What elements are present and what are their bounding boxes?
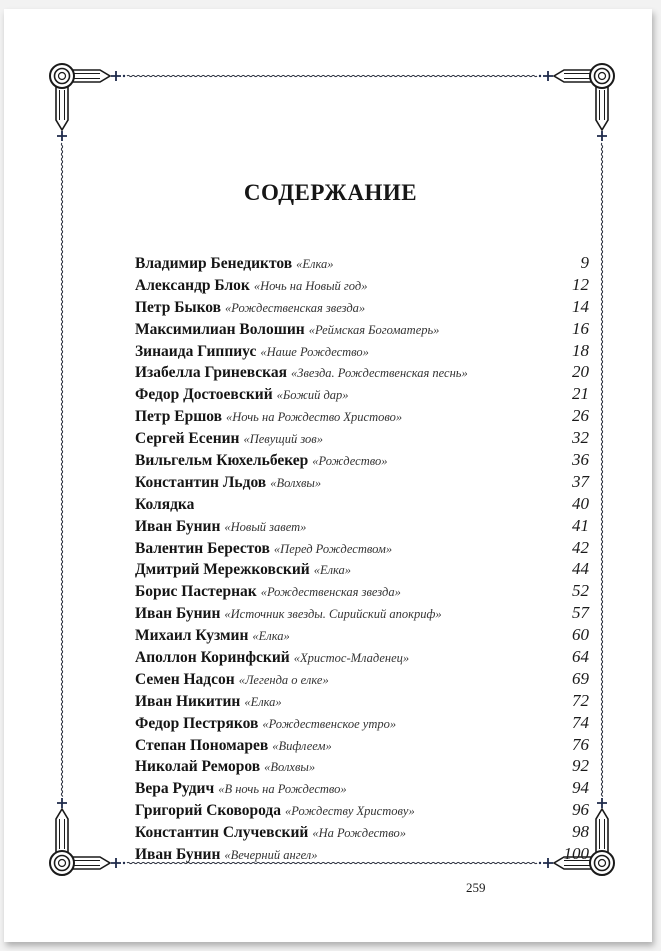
toc-entry: [135, 537, 589, 559]
toc-entry-title: [135, 318, 439, 342]
toc-work-title: «На Рождество»: [312, 826, 406, 841]
toc-entry-title: [135, 515, 306, 539]
toc-author: Иван Бунин: [135, 517, 221, 535]
toc-author: Александр Блок: [135, 276, 250, 294]
toc-entry-title: [135, 668, 329, 692]
toc-entry-title: [135, 493, 194, 516]
toc-work-title: «Рождественское утро»: [262, 716, 397, 731]
toc-page-number: 76: [572, 734, 589, 754]
page-title: СОДЕРЖАНИЕ: [243, 180, 418, 205]
toc-entry-title: [135, 405, 402, 429]
toc-entry-title: [135, 712, 396, 736]
toc-page-number: 37: [572, 471, 589, 491]
toc-author: Петр Ершов: [135, 408, 223, 426]
toc-entry: [135, 668, 589, 690]
toc-entry: [135, 558, 589, 580]
toc-work-title: «Певущий зов»: [243, 432, 323, 447]
toc-entry: [135, 821, 589, 843]
toc-page-number: 52: [572, 581, 589, 601]
toc-work-title: «Волхвы»: [270, 475, 322, 490]
toc-entry: [135, 799, 589, 821]
toc-entry: [135, 274, 589, 296]
corner-ornament-top-left: [50, 64, 125, 141]
toc-entry: [135, 734, 589, 756]
toc-entry: [135, 493, 589, 515]
toc-author: Петр Быков: [135, 298, 222, 316]
toc-page-number: 69: [572, 668, 589, 688]
toc-page-number: 44: [572, 559, 589, 579]
toc-entry-title: [135, 537, 392, 561]
toc-entry-title: [135, 755, 315, 779]
toc-page-number: 72: [572, 690, 589, 710]
toc-page-number: 16: [572, 318, 589, 338]
toc-author: Вера Рудич: [135, 780, 215, 798]
toc-entry: [135, 646, 589, 668]
toc-entry: [135, 361, 589, 383]
toc-work-title: «Ночь на Рождество Христово»: [226, 410, 403, 425]
toc-page-number: 64: [572, 647, 589, 667]
toc-page-number: 41: [572, 515, 589, 535]
toc-work-title: «Ночь на Новый год»: [253, 278, 368, 293]
toc-author: Константин Льдов: [135, 473, 267, 491]
toc-entry: [135, 690, 589, 712]
toc-author: Федор Пестряков: [135, 714, 259, 732]
toc-entry: [135, 471, 589, 493]
toc-work-title: «Елка»: [296, 257, 334, 271]
toc-work-title: «Рождеству Христову»: [285, 804, 415, 819]
toc-author: Федор Достоевский: [135, 386, 273, 404]
toc-entry: [135, 777, 589, 799]
toc-page-number: 18: [572, 340, 589, 360]
toc-entry: [135, 383, 589, 405]
toc-entry: [135, 318, 589, 340]
toc-author: Иван Никитин: [135, 692, 241, 710]
toc-author: Аполлон Коринфский: [135, 649, 290, 667]
toc-author: Колядка: [135, 495, 195, 513]
toc-entry-title: [135, 558, 351, 582]
toc-entry-title: [135, 471, 321, 495]
toc-author: Григорий Сковорода: [135, 802, 282, 820]
toc-work-title: «Звезда. Рождественская песнь»: [291, 366, 468, 381]
border-right: [601, 143, 602, 796]
page-number: 259: [466, 880, 486, 895]
toc-author: Валентин Берестов: [135, 539, 270, 557]
toc-page-number: 14: [572, 296, 589, 316]
toc-work-title: «Божий дар»: [276, 388, 349, 403]
toc-author: Степан Пономарев: [135, 736, 269, 754]
toc-page-number: 9: [580, 253, 589, 272]
toc-entry-title: [135, 361, 468, 385]
toc-page-number: 32: [572, 428, 589, 448]
toc-page-number: 60: [572, 625, 589, 645]
toc-entry: [135, 580, 589, 602]
toc-work-title: «Источник звезды. Сирийский апокриф»: [224, 607, 442, 622]
toc-work-title: «Рождественская звезда»: [225, 300, 366, 315]
toc-author: Борис Пастернак: [135, 583, 257, 601]
corner-ornament-bottom-left: [50, 798, 125, 875]
toc-entry-title: [135, 821, 406, 845]
toc-entry-title: [135, 690, 282, 714]
toc-entry: [135, 405, 589, 427]
toc-entry-title: [135, 340, 369, 364]
toc-page-number: 92: [572, 756, 589, 776]
toc-work-title: «Вифлеем»: [272, 738, 332, 753]
toc-author: Владимир Бенедиктов: [135, 255, 293, 272]
toc-work-title: «Реймская Богоматерь»: [308, 322, 440, 337]
toc-work-title: «Рождество»: [312, 454, 388, 469]
toc-author: Дмитрий Мережковский: [135, 561, 310, 579]
toc-entry-title: [135, 383, 349, 407]
toc-entry: [135, 449, 589, 471]
toc-work-title: «Наше Рождество»: [260, 344, 369, 359]
border-left: [61, 143, 62, 796]
table-of-contents: [135, 252, 589, 865]
toc-page-number: 26: [572, 406, 589, 426]
toc-work-title: «Христос-Младенец»: [293, 651, 410, 666]
toc-page-number: 94: [572, 778, 589, 798]
toc-entry-title: [135, 624, 290, 648]
toc-author: Иван Бунин: [135, 605, 221, 623]
toc-page-number: 100: [563, 844, 589, 864]
toc-work-title: «Легенда о елке»: [238, 672, 329, 687]
toc-entry: [135, 340, 589, 362]
toc-author: Изабелла Гриневская: [135, 364, 287, 382]
toc-page-number: 74: [572, 712, 589, 732]
toc-page-number: 21: [572, 384, 589, 404]
toc-page-number: 36: [572, 450, 589, 470]
toc-page-number: 96: [572, 800, 589, 820]
toc-entry-title: [135, 777, 347, 801]
toc-author: Зинаида Гиппиус: [135, 342, 257, 360]
toc-page-number: 12: [572, 274, 589, 294]
toc-author: Максимилиан Волошин: [135, 320, 305, 338]
toc-entry-title: [135, 252, 334, 276]
toc-entry: [135, 755, 589, 777]
toc-entry: [135, 252, 589, 274]
toc-page-number: 57: [572, 603, 589, 623]
toc-entry-title: [135, 646, 409, 670]
toc-author: Вильгельм Кюхельбекер: [135, 452, 309, 470]
toc-work-title: «Елка»: [252, 629, 290, 644]
toc-work-title: «Рождественская звезда»: [260, 585, 401, 600]
toc-work-title: «Елка»: [244, 694, 282, 709]
toc-work-title: «Елка»: [313, 563, 352, 578]
toc-page-number: 20: [572, 362, 589, 382]
toc-page-number: 42: [572, 537, 589, 557]
toc-entry-title: [135, 449, 388, 473]
toc-entry-title: [135, 734, 332, 758]
toc-entry: [135, 296, 589, 318]
toc-entry-title: [135, 580, 401, 604]
toc-entry-title: [135, 843, 318, 867]
border-top: [127, 75, 537, 76]
toc-entry: [135, 624, 589, 646]
toc-entry-title: [135, 427, 323, 451]
toc-entry-title: [135, 296, 365, 320]
toc-entry: [135, 712, 589, 734]
toc-entry-title: [135, 274, 367, 298]
toc-page-number: 98: [572, 822, 589, 842]
toc-entry: [135, 427, 589, 449]
toc-author: Сергей Есенин: [135, 430, 240, 448]
toc-work-title: «Новый завет»: [224, 519, 307, 534]
toc-entry-title: [135, 799, 415, 823]
toc-entry: [135, 843, 589, 865]
toc-work-title: «Вечерний ангел»: [224, 848, 318, 863]
toc-work-title: «Волхвы»: [264, 760, 316, 775]
toc-entry: [135, 515, 589, 537]
toc-entry-title: [135, 602, 442, 626]
toc-entry: [135, 602, 589, 624]
toc-author: Семен Надсон: [135, 670, 235, 688]
toc-author: Иван Бунин: [135, 846, 221, 864]
toc-work-title: «Перед Рождеством»: [273, 541, 393, 556]
corner-ornament-top-right: [539, 64, 614, 141]
toc-page-number: 40: [572, 493, 589, 513]
toc-work-title: «В ночь на Рождество»: [218, 782, 347, 797]
toc-author: Константин Случевский: [135, 824, 309, 842]
toc-author: Николай Реморов: [135, 758, 261, 776]
toc-author: Михаил Кузмин: [135, 627, 249, 645]
